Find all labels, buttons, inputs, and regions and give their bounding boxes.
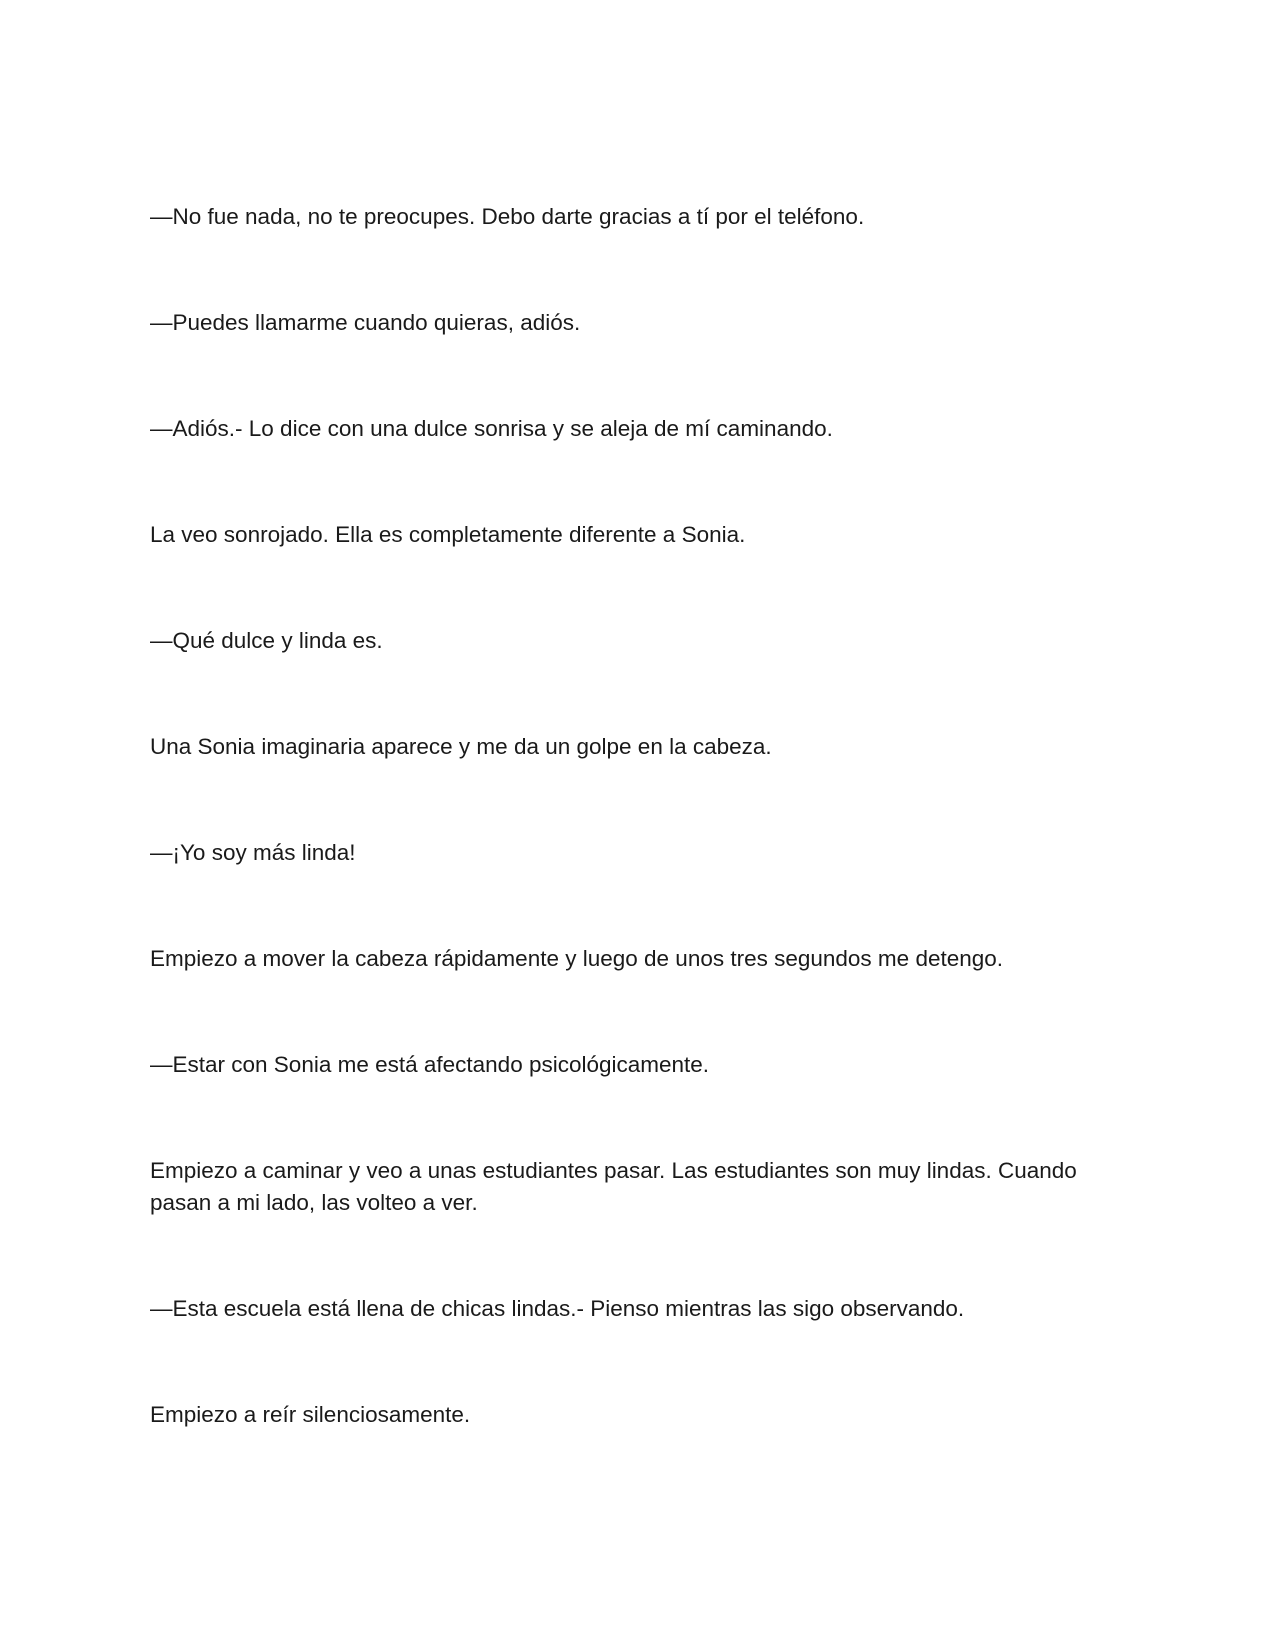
paragraph-dialogue-6: —Estar con Sonia me está afectando psicológicamente. bbox=[150, 1052, 710, 1077]
paragraph-narration-4: Empiezo a caminar y veo a unas estudiantes pasar. Las estudiantes son muy lindas. Cuando pasan a mi lado, las volteo a ver. bbox=[150, 1158, 1077, 1215]
paragraph-dialogue-7: —Esta escuela está llena de chicas lindas.- Pienso mientras las sigo observando. bbox=[150, 1296, 965, 1321]
paragraph-narration-5: Empiezo a reír silenciosamente. bbox=[150, 1402, 471, 1427]
paragraph-dialogue-3: —Adiós.- Lo dice con una dulce sonrisa y se aleja de mí caminando. bbox=[150, 416, 833, 441]
paragraph-dialogue-4: —Qué dulce y linda es. bbox=[150, 628, 383, 653]
paragraph-dialogue-1: —No fue nada, no te preocupes. Debo darte gracias a tí por el teléfono. bbox=[150, 204, 865, 229]
paragraph-narration-3: Empiezo a mover la cabeza rápidamente y luego de unos tres segundos me detengo. bbox=[150, 946, 1004, 971]
paragraph-dialogue-5: —¡Yo soy más linda! bbox=[150, 840, 356, 865]
paragraph-narration-2: Una Sonia imaginaria aparece y me da un golpe en la cabeza. bbox=[150, 734, 772, 759]
paragraph-narration-1: La veo sonrojado. Ella es completamente diferente a Sonia. bbox=[150, 522, 746, 547]
paragraph-dialogue-2: —Puedes llamarme cuando quieras, adiós. bbox=[150, 310, 581, 335]
